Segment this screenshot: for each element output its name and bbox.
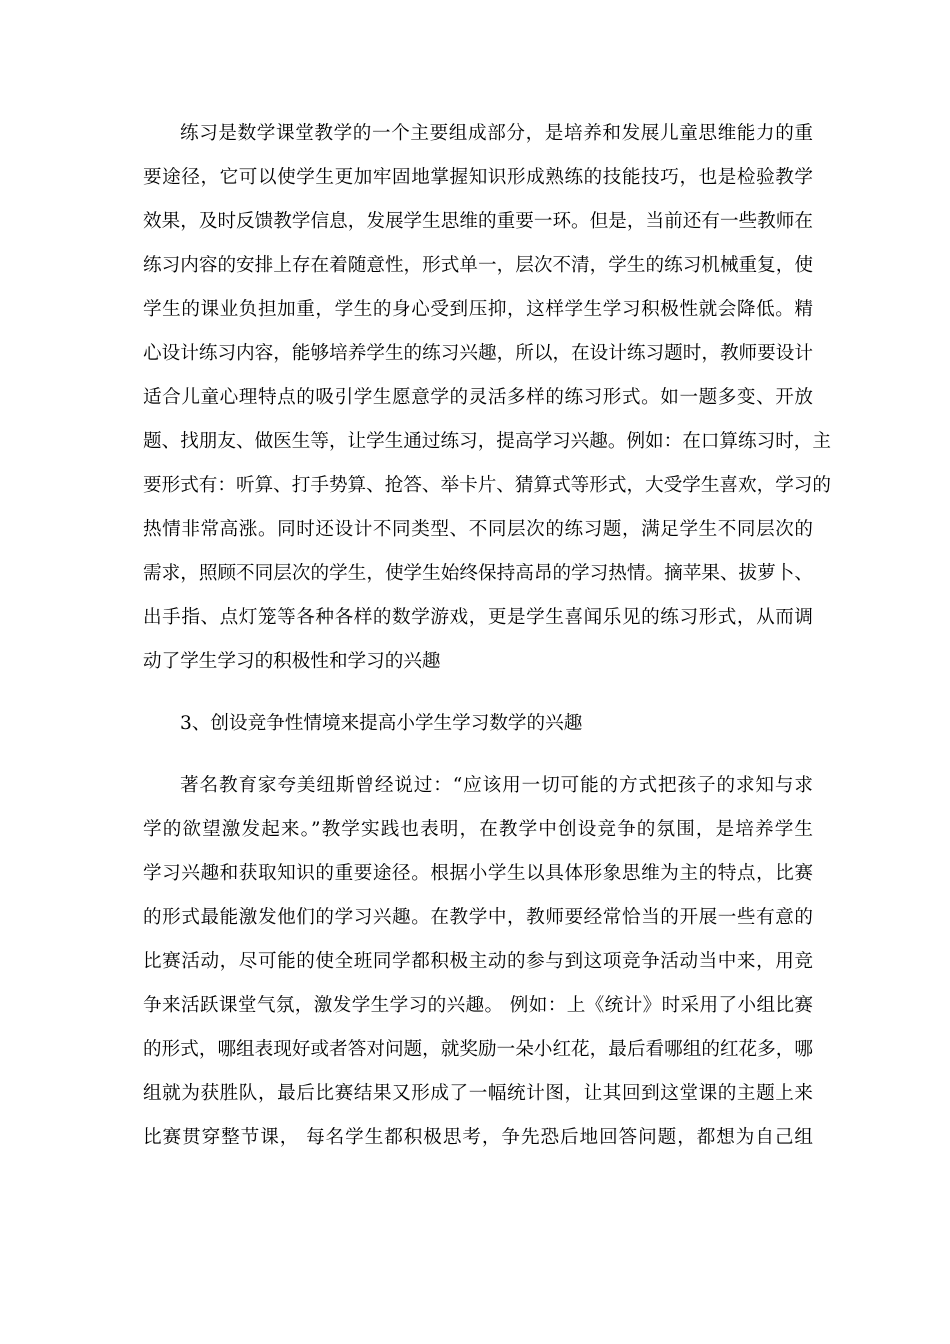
text-line: 争来活跃课堂气氛，激发学生学习的兴趣。 例如：上《统计》时采用了小组比赛: [143, 995, 813, 1016]
text-line: 要途径，它可以使学生更加牢固地掌握知识形成熟练的技能技巧，也是检验教学: [143, 167, 813, 188]
text-line: 出手指、点灯笼等各种各样的数学游戏，更是学生喜闻乐见的练习形式，从而调: [143, 607, 813, 628]
text-line: 的形式，哪组表现好或者答对问题，就奖励一朵小红花，最后看哪组的红花多，哪: [143, 1039, 813, 1060]
text-line: 比赛活动，尽可能的使全班同学都积极主动的参与到这项竞争活动当中来，用竞: [143, 951, 813, 972]
text-line: 学生的课业负担加重，学生的身心受到压抑，这样学生学习积极性就会降低。精: [143, 299, 813, 320]
text-line: 需求，照顾不同层次的学生，使学生始终保持高昂的学习热情。摘苹果、拔萝卜、: [143, 563, 813, 584]
text-line: 适合儿童心理特点的吸引学生愿意学的灵活多样的练习形式。如一题多变、开放: [143, 387, 813, 408]
text-line: 心设计练习内容，能够培养学生的练习兴趣，所以，在设计练习题时，教师要设计: [143, 343, 813, 364]
text-line: 学习兴趣和获取知识的重要途径。根据小学生以具体形象思维为主的特点，比赛: [143, 863, 813, 884]
section-heading: 3、创设竞争性情境来提高小学生学习数学的兴趣: [180, 713, 583, 734]
text-line: 练习是数学课堂教学的一个主要组成部分，是培养和发展儿童思维能力的重: [180, 123, 813, 144]
text-line: 动了学生学习的积极性和学习的兴趣: [143, 651, 441, 672]
text-line: 练习内容的安排上存在着随意性，形式单一，层次不清，学生的练习机械重复，使: [143, 255, 813, 276]
text-line: 题、找朋友、做医生等，让学生通过练习，提高学习兴趣。例如：在口算练习时，主: [143, 431, 831, 452]
text-line: 的形式最能激发他们的学习兴趣。在教学中，教师要经常恰当的开展一些有意的: [143, 907, 813, 928]
text-line: 热情非常高涨。同时还设计不同类型、不同层次的练习题，满足学生不同层次的: [143, 519, 813, 540]
text-line: 比赛贯穿整节课， 每名学生都积极思考，争先恐后地回答问题，都想为自己组: [143, 1127, 813, 1148]
text-line: 学的欲望激发起来。”教学实践也表明，在教学中创设竞争的氛围，是培养学生: [143, 819, 813, 840]
text-line: 要形式有：听算、打手势算、抢答、举卡片、猜算式等形式，大受学生喜欢，学习的: [143, 475, 831, 496]
text-line: 效果，及时反馈教学信息，发展学生思维的重要一环。但是，当前还有一些教师在: [143, 211, 813, 232]
text-line: 组就为获胜队，最后比赛结果又形成了一幅统计图，让其回到这堂课的主题上来: [143, 1083, 813, 1104]
text-line: 著名教育家夸美纽斯曾经说过：“应该用一切可能的方式把孩子的求知与求: [180, 775, 813, 796]
